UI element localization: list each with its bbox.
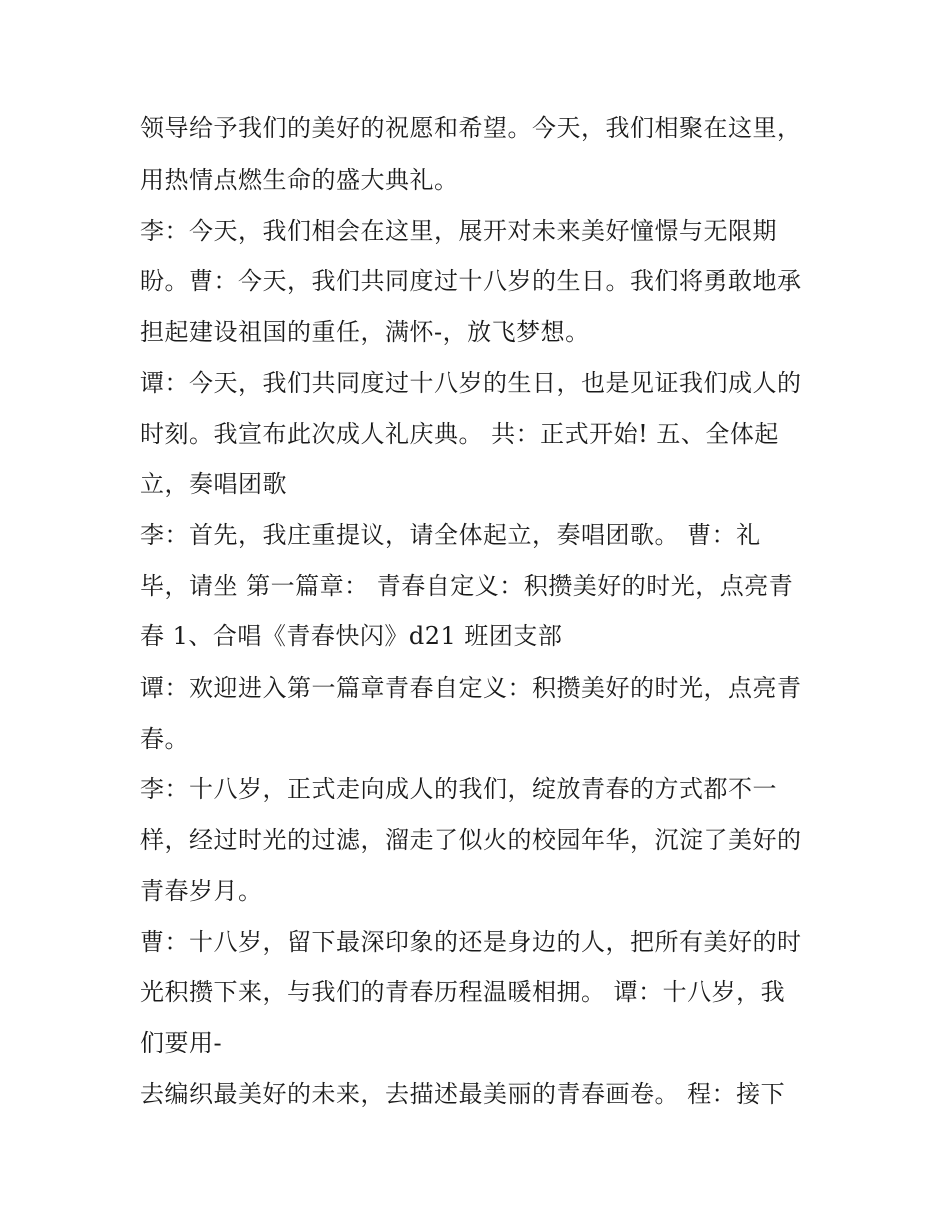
text-line: 李：首先，我庄重提议，请全体起立，奏唱团歌。 曹：礼 xyxy=(140,521,761,549)
text-line: 担起建设祖国的重任，满怀-，放飞梦想。 xyxy=(140,318,590,346)
text-line: 曹：十八岁，留下最深印象的还是身边的人，把所有美好的时 xyxy=(140,928,802,956)
text-line: 李：十八岁，正式走向成人的我们，绽放青春的方式都不一 xyxy=(140,775,777,803)
text-line: 青春岁月。 xyxy=(140,877,263,905)
text-line: 立，奏唱团歌 xyxy=(140,470,287,498)
text-line: 毕，请坐 第一篇章： 青春自定义：积攒美好的时光，点亮青 xyxy=(140,572,794,600)
text-line: 李：今天，我们相会在这里，展开对未来美好憧憬与无限期 xyxy=(140,217,777,245)
text-line: 用热情点燃生命的盛大典礼。 xyxy=(140,166,459,194)
text-line: 盼。曹：今天，我们共同度过十八岁的生日。我们将勇敢地承 xyxy=(140,267,802,295)
text-line: 时刻。我宣布此次成人礼庆典。 共：正式开始! 五、全体起 xyxy=(140,420,779,448)
text-line: 领导给予我们的美好的祝愿和希望。今天，我们相聚在这里， xyxy=(140,114,802,142)
text-line: 样，经过时光的过滤，溜走了似火的校园年华，沉淀了美好的 xyxy=(140,826,802,854)
text-line: 谭：今天，我们共同度过十八岁的生日，也是见证我们成人的 xyxy=(140,369,802,397)
text-line: 去编织最美好的未来，去描述最美丽的青春画卷。 程：接下 xyxy=(140,1080,786,1108)
text-line: 春。 xyxy=(140,725,189,753)
text-line: 谭：欢迎进入第一篇章青春自定义：积攒美好的时光，点亮青 xyxy=(140,674,802,702)
text-line: 光积攒下来，与我们的青春历程温暖相拥。 谭：十八岁，我 xyxy=(140,978,786,1006)
text-line: 春 1、合唱《青春快闪》d21 班团支部 xyxy=(140,622,563,650)
text-line: 们要用- xyxy=(140,1029,223,1057)
